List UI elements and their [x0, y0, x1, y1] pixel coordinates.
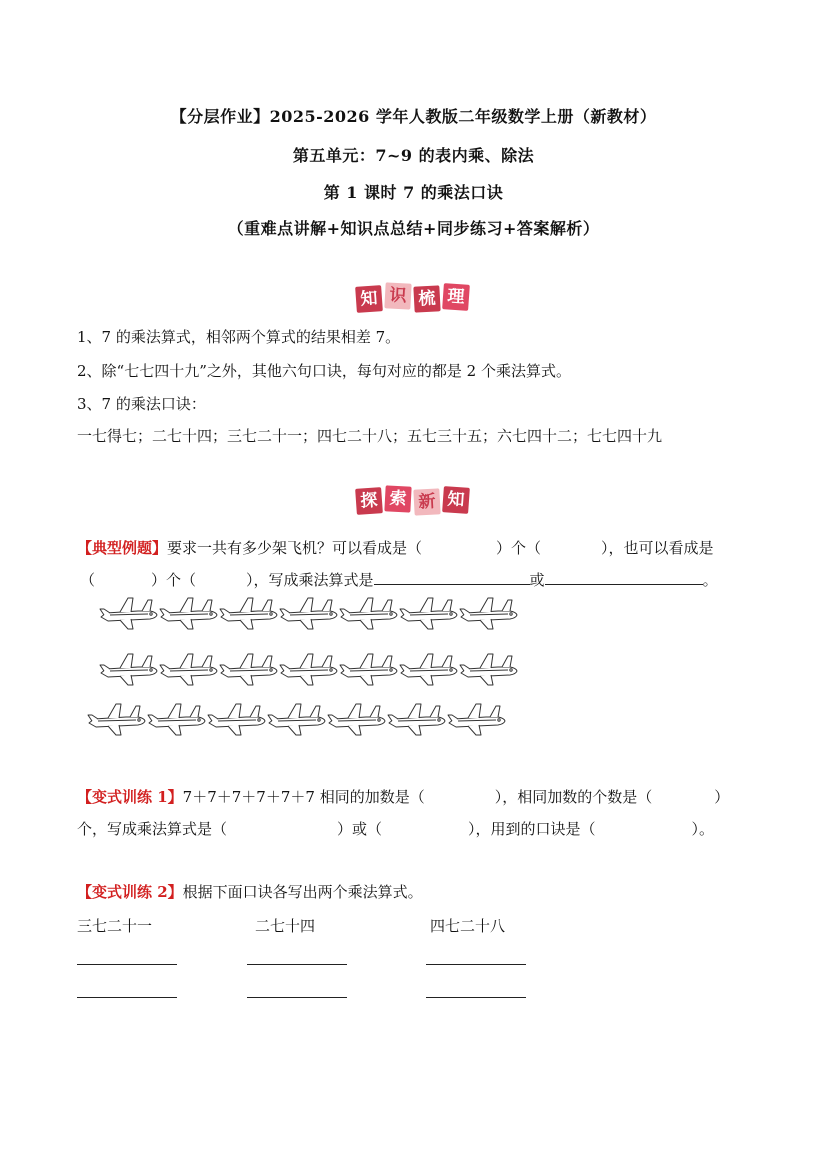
answer-line[interactable]: [247, 997, 347, 998]
example-text: 要求一共有多少架飞机？可以看成是（: [167, 539, 423, 557]
example-tag: 【典型例题】: [77, 539, 168, 557]
equation-blank[interactable]: [545, 568, 703, 585]
badge-char: 新: [413, 488, 440, 515]
rhyme-1: 三七二十一: [77, 917, 153, 935]
subtitle: （重难点讲解+知识点总结+同步练习+答案解析）: [227, 219, 600, 238]
variant2-line: [77, 881, 423, 902]
badge-char: 理: [442, 283, 470, 311]
badge-char: 识: [384, 282, 411, 309]
variant1-text: 7＋7＋7＋7＋7＋7 相同的加数是（: [182, 788, 425, 806]
example-text: ）个（: [151, 571, 197, 589]
rhyme-3: 四七二十八: [430, 917, 506, 935]
example-text: 或: [529, 571, 545, 589]
knowledge-summary-badge: [356, 283, 472, 313]
answer-line[interactable]: [77, 964, 177, 965]
airplane-icon: [146, 702, 208, 736]
airplane-icon: [338, 652, 400, 686]
equation-blank[interactable]: [374, 568, 530, 585]
airplane-icon: [446, 702, 508, 736]
example-question-line-1: [77, 537, 714, 558]
example-question-line-2: [80, 568, 718, 590]
airplane-icon: [86, 702, 148, 736]
explore-badge: [356, 486, 472, 516]
airplane-icon: [266, 702, 328, 736]
badge-char: 梳: [413, 285, 440, 312]
badge-char: 知: [442, 486, 470, 514]
answer-line[interactable]: [426, 997, 526, 998]
example-text: 。: [702, 571, 718, 589]
airplane-icon: [218, 652, 280, 686]
variant2-prompt: 根据下面口诀各写出两个乘法算式。: [182, 883, 423, 901]
answer-line[interactable]: [247, 964, 347, 965]
answer-line[interactable]: [426, 964, 526, 965]
document-title: 【分层作业】2025-2026 学年人教版二年级数学上册（新教材）: [170, 107, 657, 126]
multiplication-rhymes: 一七得七；二七十四；三七二十一；四七二十八；五七三十五；六七四十二；七七四十九: [77, 427, 663, 445]
airplane-icon: [158, 596, 220, 630]
airplane-icon: [206, 702, 268, 736]
airplane-icon: [98, 596, 160, 630]
airplane-icon: [338, 596, 400, 630]
airplane-icon: [278, 652, 340, 686]
airplane-icon: [386, 702, 448, 736]
variant1-text: ）或（: [337, 820, 383, 838]
variant1-line-1: [77, 786, 729, 807]
airplane-icon: [278, 596, 340, 630]
knowledge-item-1: 1、7 的乘法算式，相邻两个算式的结果相差 7。: [77, 328, 401, 346]
airplane-icon: [458, 652, 520, 686]
variant1-text: ），用到的口诀是（: [468, 820, 596, 838]
badge-char: 知: [355, 285, 383, 313]
example-text: （: [80, 571, 96, 589]
knowledge-item-3: 3、7 的乘法口诀：: [77, 395, 206, 413]
airplane-icon: [398, 652, 460, 686]
example-text: ）个（: [496, 539, 542, 557]
variant1-tag: 【变式训练 1】: [77, 788, 183, 806]
airplane-icon: [326, 702, 388, 736]
variant1-text: ）: [714, 788, 730, 806]
variant1-text: ）。: [691, 820, 715, 838]
variant1-line-2: [77, 818, 714, 839]
variant1-text: 个，写成乘法算式是（: [77, 820, 228, 838]
airplane-icon: [458, 596, 520, 630]
answer-line[interactable]: [77, 997, 177, 998]
variant1-text: ），相同加数的个数是（: [494, 788, 653, 806]
unit-title: 第五单元：7~9 的表内乘、除法: [292, 146, 535, 165]
airplane-icon: [158, 652, 220, 686]
variant2-tag: 【变式训练 2】: [77, 883, 183, 901]
airplane-icon: [218, 596, 280, 630]
example-text: ），也可以看成是: [601, 539, 714, 557]
knowledge-item-2: 2、除“七七四十九”之外，其他六句口诀，每句对应的都是 2 个乘法算式。: [77, 362, 571, 380]
rhyme-2: 二七十四: [255, 917, 316, 935]
lesson-title: 第 1 课时 7 的乘法口诀: [323, 183, 504, 202]
example-text: ），写成乘法算式是: [246, 571, 374, 589]
airplane-icon: [398, 596, 460, 630]
badge-char: 索: [384, 485, 411, 512]
badge-char: 探: [355, 487, 383, 515]
airplane-icon: [98, 652, 160, 686]
